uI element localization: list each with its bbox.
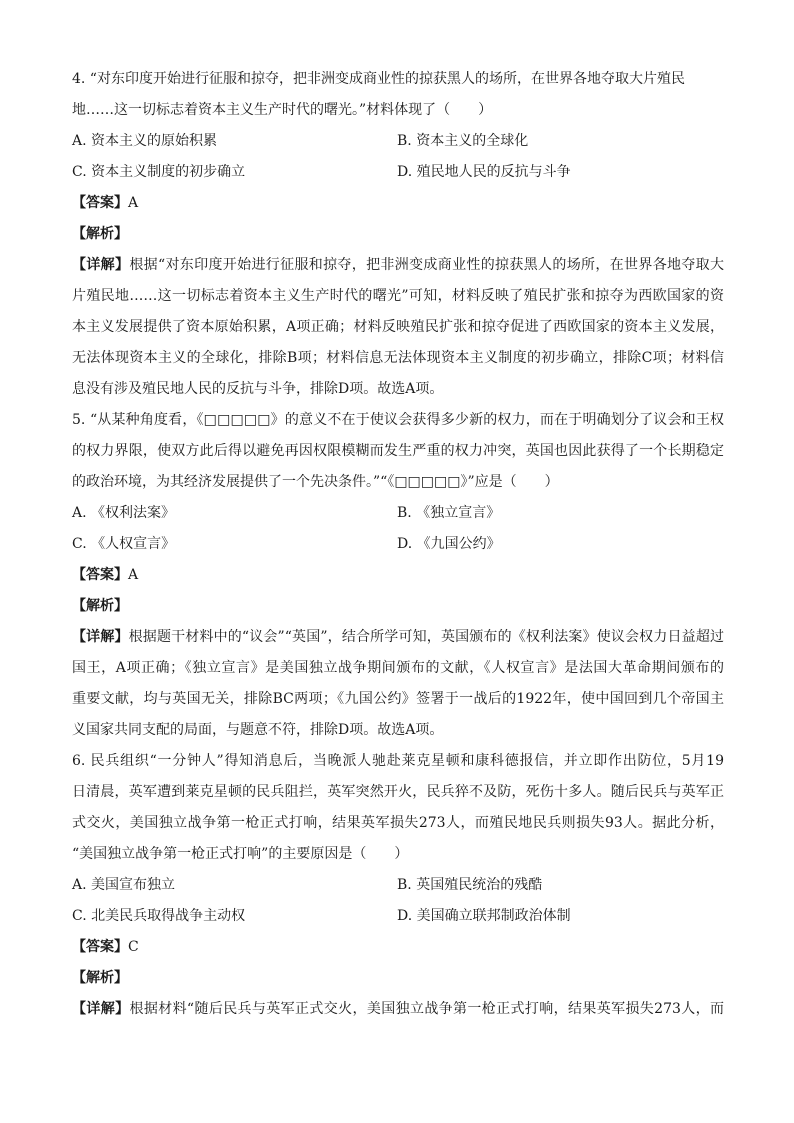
detail-tag: 【详解】: [72, 1001, 130, 1017]
question-stem-line: 5. “从某种角度看，《□□□□□》的意义不在于使议会获得多少新的权力，而在于明确划分了议会和王权: [72, 412, 724, 428]
answer-tag: 【答案】: [72, 939, 128, 955]
option-c: C. 《人权宣言》: [72, 536, 176, 552]
detail-text: 根据“对东印度开始进行征服和掠夺，把非洲变成商业性的掠获黑人的场所，在世界各地夺取大: [129, 257, 725, 273]
analysis-tag: 【解析】: [72, 970, 128, 986]
question-4: [72, 64, 724, 405]
option-d: D. 美国确立联邦制政治体制: [397, 908, 571, 924]
detail-text: 根据题干材料中的“议会”“英国”，结合所学可知，英国颁布的《权利法案》使议会权力日益超过: [128, 629, 724, 645]
question-stem-line: 地……这一切标志着资本主义生产时代的曙光。”材料体现了（ ）: [72, 102, 493, 118]
analysis-tag: 【解析】: [72, 598, 128, 614]
question-5: [72, 405, 724, 746]
option-a: A. 资本主义的原始积累: [72, 133, 218, 149]
options-row: [72, 870, 724, 901]
answer-value: A: [128, 195, 139, 211]
option-c: C. 北美民兵取得战争主动权: [72, 908, 246, 924]
detail-tag: 【详解】: [72, 257, 130, 273]
question-stem-line: 式交火，美国独立战争第一枪正式打响，结果英军损失273人，而殖民地民兵则损失93人。据此分析，: [72, 815, 724, 831]
option-c: C. 资本主义制度的初步确立: [72, 164, 246, 180]
option-d: D. 殖民地人民的反抗与斗争: [397, 164, 571, 180]
answer-value: C: [128, 939, 139, 955]
detail-line: [72, 994, 724, 1025]
question-stem-line: 日清晨，英军遭到莱克星顿的民兵阻拦，英军突然开火，民兵猝不及防，死伤十多人。随后民兵与英军正: [72, 784, 724, 800]
content: [72, 64, 724, 1025]
detail-line: 国王，A项正确；《独立宣言》是美国独立战争期间颁布的文献，《人权宣言》是法国大革命期间颁布的: [72, 660, 724, 676]
detail-tag: 【详解】: [72, 629, 129, 645]
question-stem-line: 的权力界限，使双方此后得以避免再因权限模糊而发生严重的权力冲突，英国也因此获得了一个长期稳定: [72, 443, 724, 459]
question-stem-line: 的政治环境，为其经济发展提供了一个先决条件。”“《□□□□□》”应是（ ）: [72, 474, 559, 490]
detail-line: 义国家共同支配的局面，与题意不符，排除D项。故选A项。: [72, 722, 444, 738]
question-stem-line: “美国独立战争第一枪正式打响”的主要原因是（ ）: [72, 846, 409, 862]
detail-text: 根据材料“随后民兵与英军正式交火，美国独立战争第一枪正式打响，结果英军损失273人，而: [129, 1001, 724, 1017]
options-row: [72, 529, 724, 560]
detail-line: [72, 622, 724, 653]
question-stem-line: 4. “对东印度开始进行征服和掠夺，把非洲变成商业性的掠获黑人的场所，在世界各地夺取大片殖民: [72, 71, 685, 87]
question-stem-line: 6. 民兵组织“一分钟人”得知消息后，当晚派人驰赴莱克星顿和康科德报信，并立即作出防位，5月19: [72, 753, 724, 769]
analysis-line: [72, 219, 724, 250]
detail-line: 片殖民地……这一切标志着资本主义生产时代的曙光”可知，材料反映了殖民扩张和掠夺为西欧国家的资: [72, 288, 724, 304]
answer-line: [72, 188, 724, 219]
option-a: A. 《权利法案》: [72, 505, 176, 521]
options-row: [72, 157, 724, 188]
detail-line: 重要文献，均与英国无关，排除BC两项；《九国公约》签署于一战后的1922年，使中国回到几个帝国主: [72, 691, 724, 707]
option-b: B. 《独立宣言》: [397, 505, 501, 521]
options-row: [72, 126, 724, 157]
analysis-tag: 【解析】: [72, 226, 128, 242]
detail-line: 息没有涉及殖民地人民的反抗与斗争，排除D项。故选A项。: [72, 381, 444, 397]
option-d: D. 《九国公约》: [397, 536, 501, 552]
detail-line: 无法体现资本主义的全球化，排除B项；材料信息无法体现资本主义制度的初步确立，排除C项；材料信: [72, 350, 724, 366]
answer-tag: 【答案】: [72, 567, 128, 583]
options-row: [72, 498, 724, 529]
question-6: [72, 746, 724, 1025]
options-row: [72, 901, 724, 932]
answer-tag: 【答案】: [72, 195, 128, 211]
option-b: B. 资本主义的全球化: [397, 133, 529, 149]
analysis-line: [72, 963, 724, 994]
answer-value: A: [128, 567, 139, 583]
answer-line: [72, 932, 724, 963]
detail-line: 本主义发展提供了资本原始积累，A项正确；材料反映殖民扩张和掠夺促进了西欧国家的资本主义发展，: [72, 319, 724, 335]
analysis-line: [72, 591, 724, 622]
detail-line: [72, 250, 724, 281]
option-b: B. 英国殖民统治的残酷: [397, 877, 543, 893]
option-a: A. 美国宣布独立: [72, 877, 176, 893]
answer-line: [72, 560, 724, 591]
